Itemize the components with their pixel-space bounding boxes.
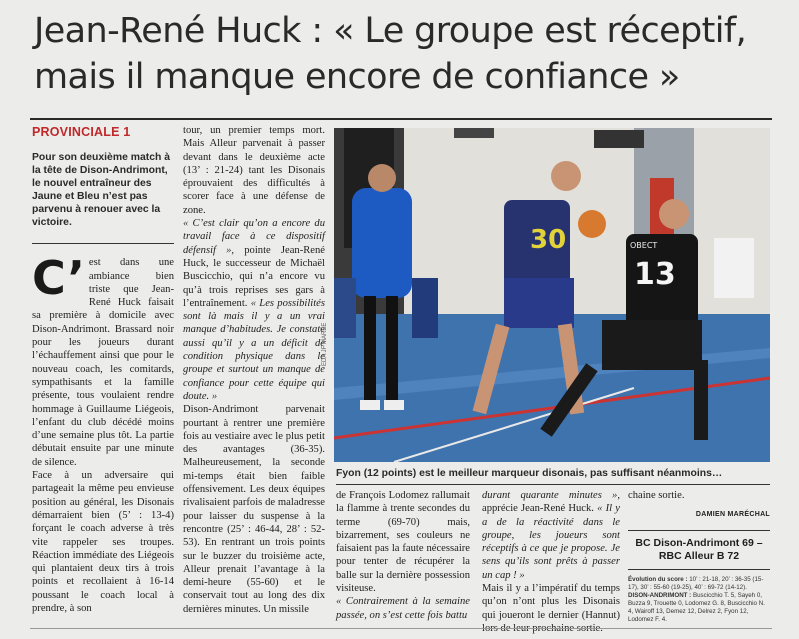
headline-rule [30,118,772,120]
paragraph [482,489,620,582]
paragraph [32,251,174,469]
team-label: DISON-ANDRIMONT : [628,591,692,599]
quote: durant quarante minutes » [482,490,618,501]
score-away: RBC Alleur B 72 [658,549,740,562]
jersey-sponsor: OBECT [630,241,658,250]
article-photo [334,128,770,462]
paragraph: Dison-Andrimont parvenait pourtant à rentrer une première fois au vestiaire avec le plus petit des avantages (36-35). Malheureusement, la seconde mi-temps était bien faible offensivement. Les deux équipes rivalisaient parfois de maladresse pour laisser du suspense à la rencontre (25’ : 46-44, 28’ : 52-53). En rentrant un trois points sur le buzzer du troisième acte, Alleur prenait l’avantage à la demi-heure (55-60) et le conservait tout au long des dix dernières minutes. Un missile [183,404,325,615]
photo-caption: Fyon (12 points) est le meilleur marqueur disonais, pas suffisant néanmoins… [336,468,723,479]
evolution-label: Évolution du score : [628,575,688,583]
quote: « Les possibilités sont là mais il y a un vrai manque d’habitudes. Je constate aussi qu’il y a un déficit de condition physique dans le groupe et surtout un manque de confiance pour cette équipe qui doute. » [183,297,325,402]
score-box [628,530,770,570]
bottom-rule [30,628,772,629]
column-2 [183,124,325,616]
column-1 [32,124,174,615]
headline: Jean-René Huck : « Le groupe est réceptif, mais il manque encore de confiance » [34,11,747,97]
basketball-scene-illustration [334,128,770,462]
paragraph-text: , apprécie Jean-René Huck. [482,490,620,515]
photo-credit: EDA JF MARÉE [322,322,328,366]
paragraph: tour, un premier temps mort. Mais Alleur parvenait à passer devant dans le deuxième acte (13’ : 21-24) tant les Disonais éprouvaient des difficultés à scorer face à une défense de zone. [183,125,325,216]
paragraph: de François Lodomez rallumait la flamme à trente secondes du terme (69-70) mais, bizarrement, ses couleurs ne faisaient pas la faute nécessaire pour tenter de récupérer la balle sur la dernière possession visiteuse. [336,490,470,595]
match-stats [628,576,770,624]
column-4 [482,489,620,635]
paragraph [336,595,470,622]
author-signature: DAMIEN MARÉCHAL [695,511,770,519]
jersey-number-yellow: 30 [530,225,567,255]
paragraph [183,217,325,403]
players-text: Buscicchio T. 5, Sayeh 0, Buzza 9, Trouette 0, Lodomez G. 8, Buscicchio N. 4, Wairoff 13, Demez 12, Delrez 2, Fyon 12, Lodomez F. 4. [628,591,765,623]
paragraph: chaine sortie. [628,490,685,501]
jersey-number-black: 13 [634,257,676,292]
rubric: PROVINCIALE 1 [32,125,131,139]
caption-rule [336,484,770,485]
paragraph: Face à un adversaire qui partageait la même peu envieuse position au général, les Disonais démarraient bien (5’ : 13-4) forçant le coach adverse à très vite rappeler ses troupes. Réaction immédiate des Liégeois qui plantaient deux tirs à trois points et recollaient à 16-14 poussant le coach local à prendre, à son [32,470,174,615]
quote: « Il y a de la réactivité dans le groupe, les joueurs sont réceptifs à ce que je propose. Je sens qu’ils sont prêts à passer un cap ! » [482,503,620,581]
paragraph: Mais il y a l’impératif du temps qu’on n’ont plus les Disonais qui joueront le dernier (Hannut) [482,583,620,621]
chapo-separator [32,243,174,244]
quote: « C’est clair qu’on a encore du travail face à ce dispositif défensif » [183,218,325,256]
chapo: Pour son deuxième match à la tête de Dison-Andrimont, le nouvel entraîneur des Jaune et Bleu n’est pas parvenu à renouer avec la victoire. [32,152,171,229]
paragraph-text: , pointe Jean-René Huck, le successeur de Michaël Buscicchio, qui n’a encore vu qu’à trois reprises ses gars à l’entraînement. [183,244,325,309]
quote: « Contrairement à la semaine passée, on s’est cette fois battu [336,596,470,621]
column-3 [336,489,470,622]
score-home: BC Dison-Andrimont 69 – [635,536,763,549]
evolution-text: 10’ : 21-18, 20’ : 36-35 (15-17), 30’ : 55-60 (19-25), 40’ : 69-72 (14-12). [628,575,764,591]
column-5 [628,489,770,624]
paragraph-text: est dans une ambiance bien triste que Jean-René Huck faisait sa première à domicile avec Dison-Andrimont. Brassard noir pour les joueurs durant l’échauffement ainsi que pour le nouveau coach, les comitards, sympathisants et la famille présente, tous voulaient rendre hommage à Guillaume Liégeois, l’enfant du club décédé moins d’une semaine plus tôt. La partie débutait ensuite par une minute de silence. [32,257,174,468]
dropcap: C’ [32,251,85,306]
